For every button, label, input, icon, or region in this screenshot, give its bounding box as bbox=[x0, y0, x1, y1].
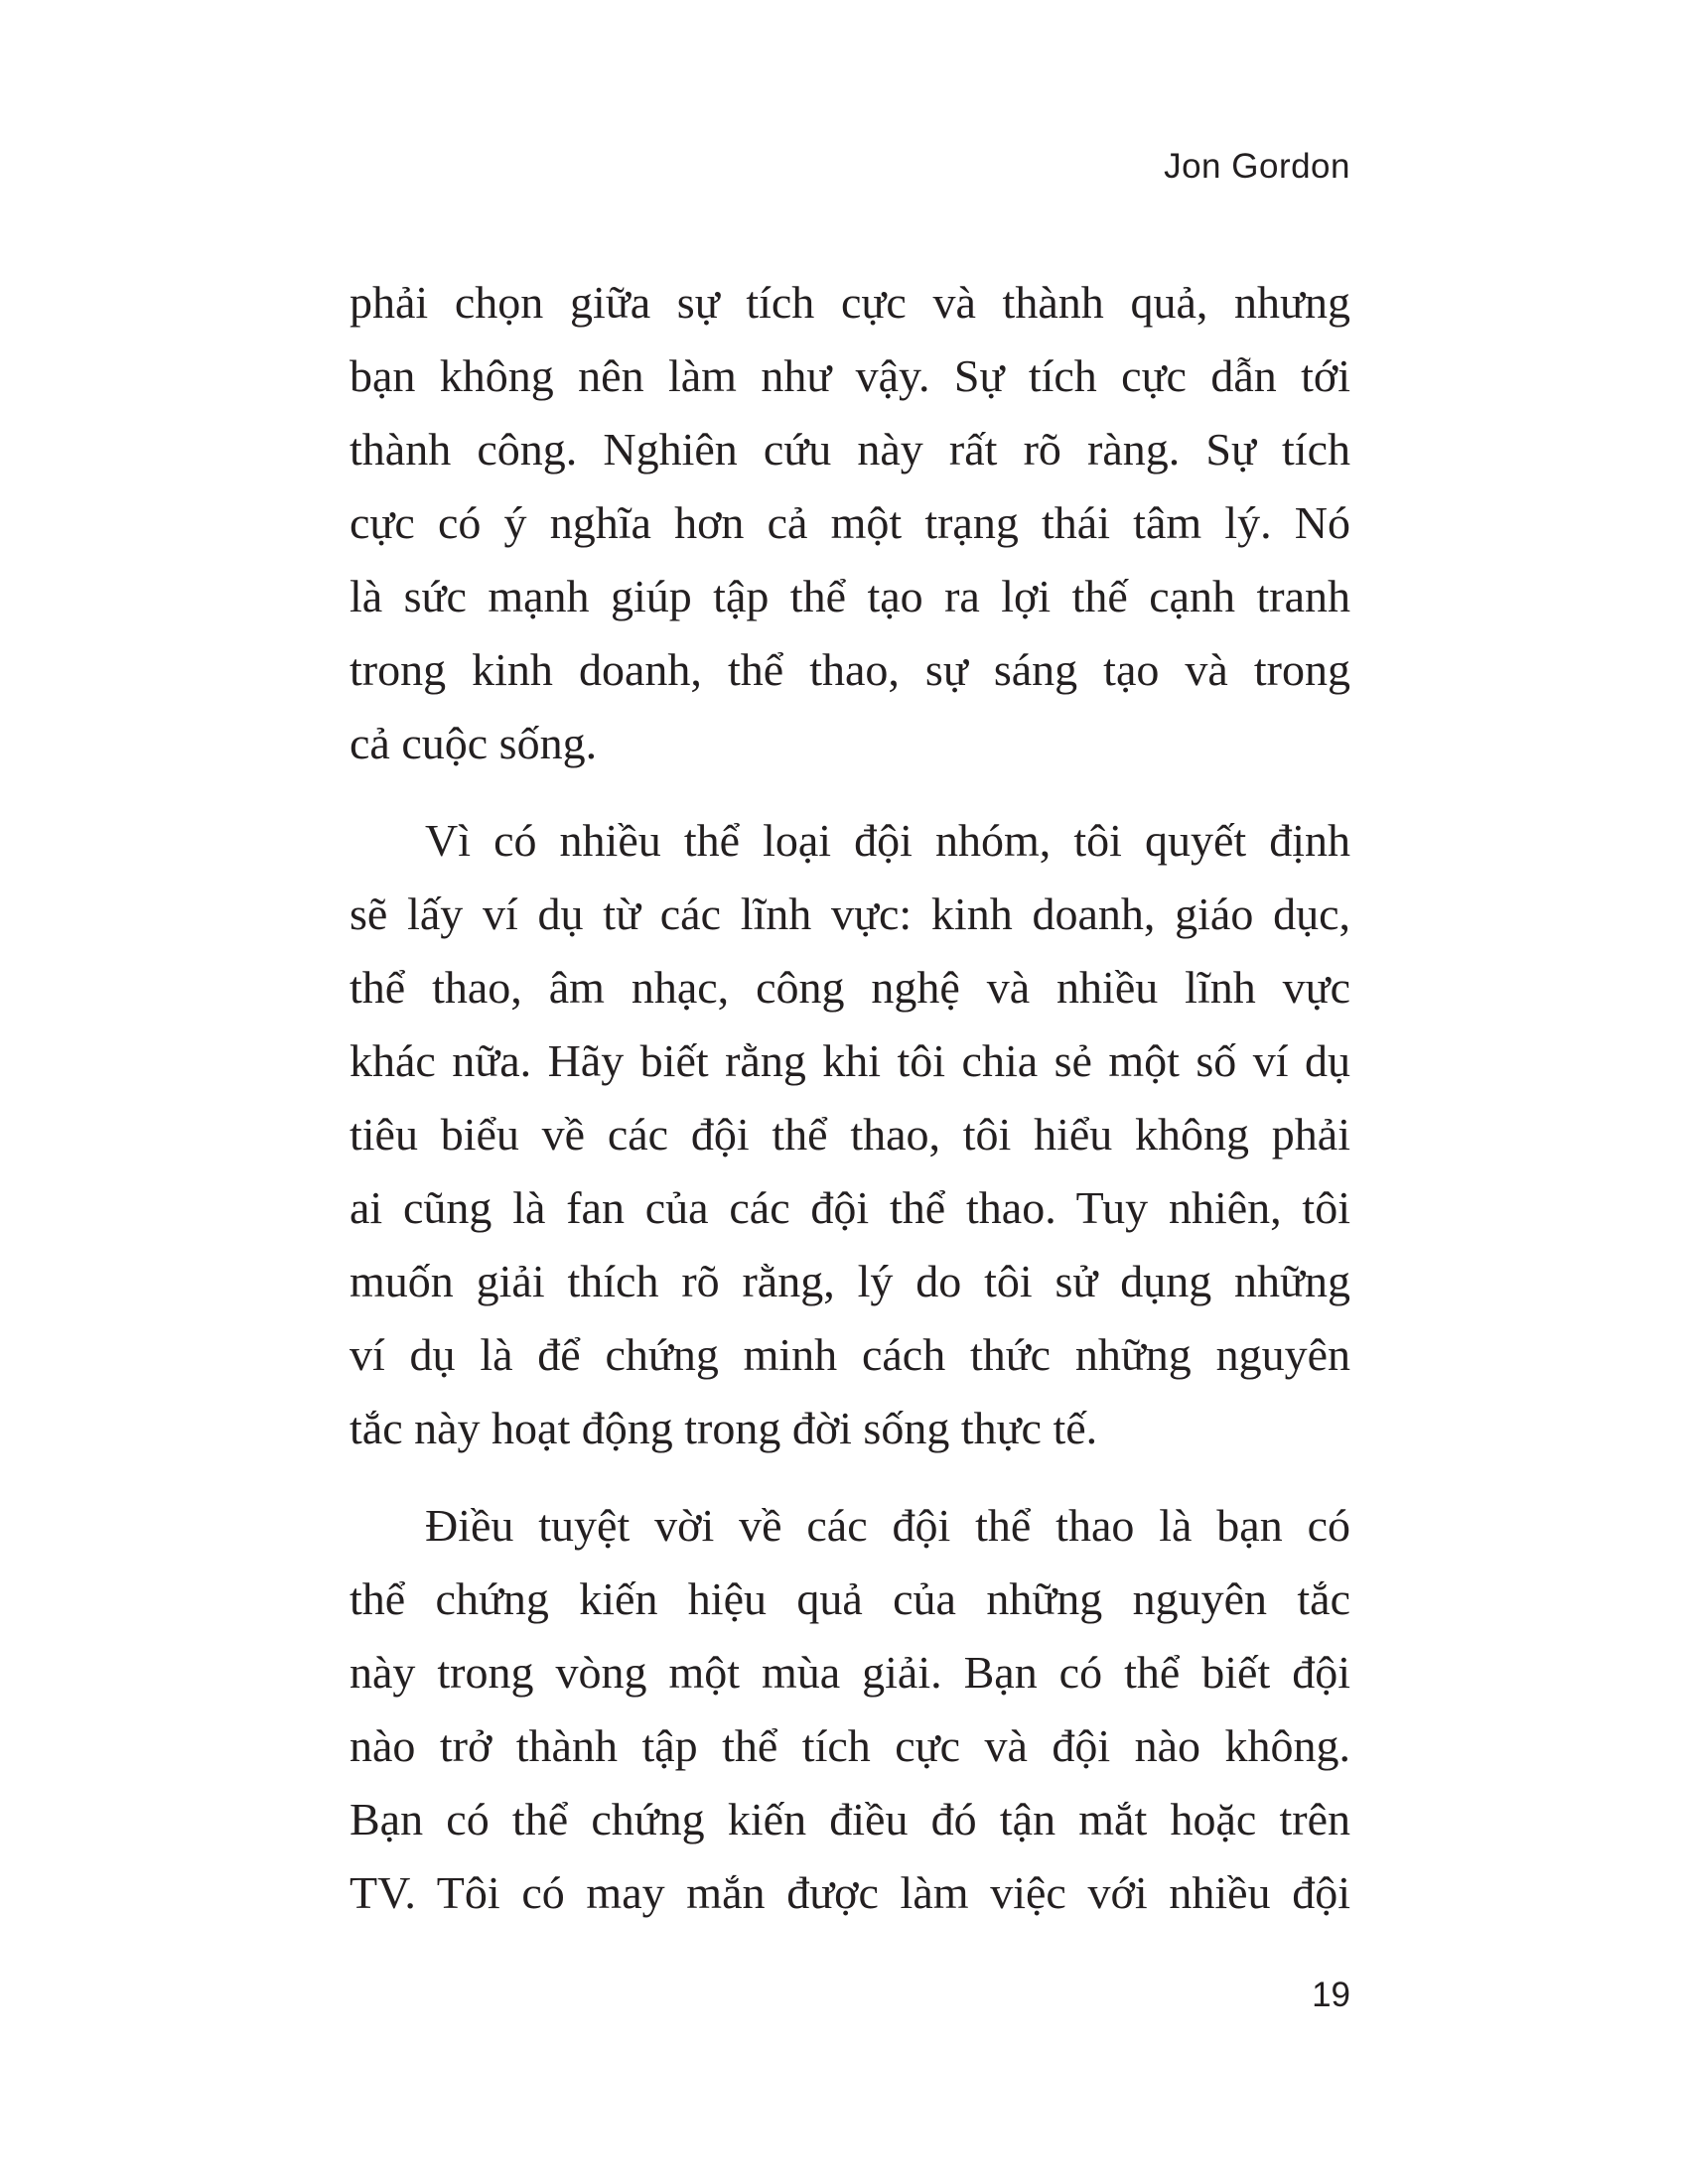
paragraph-gap bbox=[350, 1465, 1350, 1489]
text-line: Điều tuyệt vời về các đội thể thao là bạn có bbox=[425, 1500, 1350, 1551]
text-line: Bạn có thể chứng kiến điều đó tận mắt hoặc trên bbox=[350, 1794, 1350, 1844]
text-line: ai cũng là fan của các đội thể thao. Tuy nhiên, tôi bbox=[350, 1182, 1350, 1233]
text-line: ví dụ là để chứng minh cách thức những nguyên bbox=[350, 1329, 1350, 1380]
text-line: bạn không nên làm như vậy. Sự tích cực dẫn tới bbox=[350, 350, 1350, 401]
text-line: này trong vòng một mùa giải. Bạn có thể biết đội bbox=[350, 1647, 1350, 1698]
text-line: là sức mạnh giúp tập thể tạo ra lợi thế cạnh tranh bbox=[350, 571, 1350, 621]
paragraph-3 bbox=[350, 1489, 1350, 1930]
text-line: tiêu biểu về các đội thể thao, tôi hiểu không phải bbox=[350, 1109, 1350, 1160]
text-line: thành công. Nghiên cứu này rất rõ ràng. Sự tích bbox=[350, 424, 1350, 475]
body-text bbox=[350, 266, 1350, 1930]
paragraph-1 bbox=[350, 266, 1350, 780]
text-line: nào trở thành tập thể tích cực và đội nào không. bbox=[350, 1720, 1350, 1771]
text-line: Vì có nhiều thể loại đội nhóm, tôi quyết định bbox=[425, 815, 1350, 866]
text-line: sẽ lấy ví dụ từ các lĩnh vực: kinh doanh, giáo dục, bbox=[350, 888, 1350, 939]
text-line: muốn giải thích rõ rằng, lý do tôi sử dụng những bbox=[350, 1256, 1350, 1306]
text-line: cả cuộc sống. bbox=[350, 718, 598, 768]
text-line: tắc này hoạt động trong đời sống thực tế. bbox=[350, 1403, 1098, 1453]
text-line: trong kinh doanh, thể thao, sự sáng tạo và trong bbox=[350, 644, 1350, 695]
paragraph-gap bbox=[350, 780, 1350, 804]
paragraph-2 bbox=[350, 804, 1350, 1465]
text-line: thể chứng kiến hiệu quả của những nguyên tắc bbox=[350, 1573, 1350, 1624]
text-line: TV. Tôi có may mắn được làm việc với nhiều đội bbox=[350, 1867, 1350, 1918]
text-line: khác nữa. Hãy biết rằng khi tôi chia sẻ một số ví dụ bbox=[350, 1035, 1350, 1086]
page-number: 19 bbox=[1312, 1976, 1350, 2014]
text-line: phải chọn giữa sự tích cực và thành quả, nhưng bbox=[350, 277, 1350, 328]
running-header-author: Jon Gordon bbox=[1164, 147, 1350, 186]
text-line: cực có ý nghĩa hơn cả một trạng thái tâm lý. Nó bbox=[350, 497, 1350, 548]
text-line: thể thao, âm nhạc, công nghệ và nhiều lĩnh vực bbox=[350, 962, 1350, 1013]
